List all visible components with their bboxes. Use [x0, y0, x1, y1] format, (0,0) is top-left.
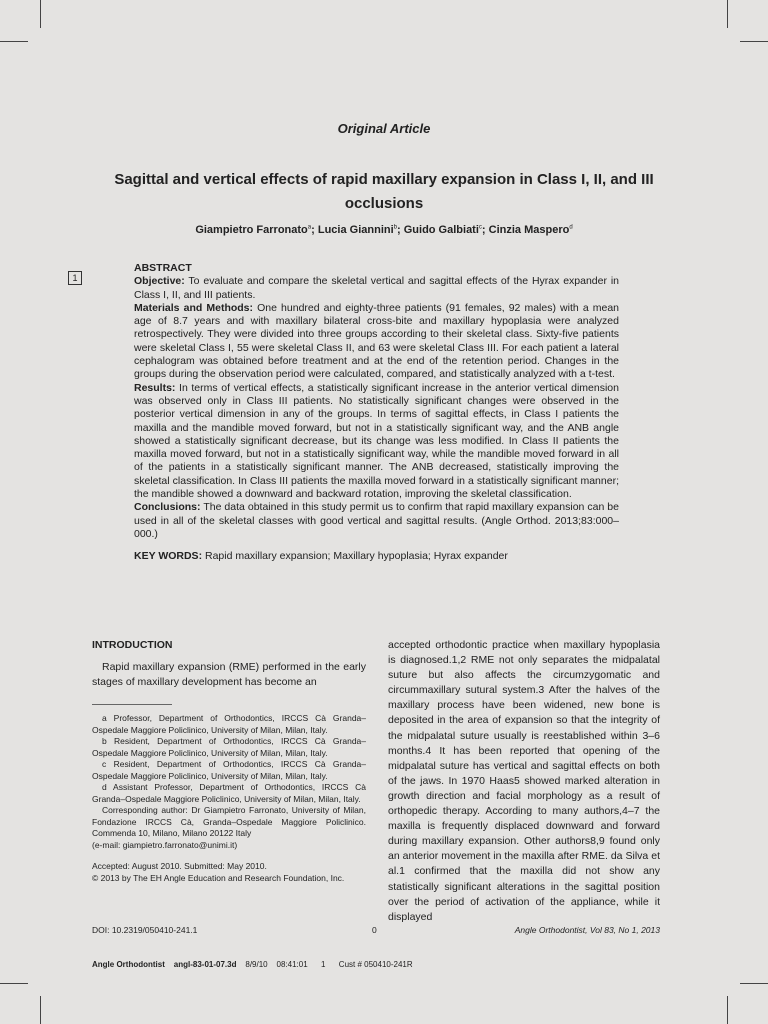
journal-citation: Angle Orthodontist, Vol 83, No 1, 2013	[514, 925, 660, 935]
crop-mark	[40, 0, 41, 28]
introduction-paragraph: Rapid maxillary expansion (RME) performed in the early stages of maxillary development has become an	[92, 661, 366, 688]
footnote-rule	[92, 704, 172, 705]
slug-date: 8/9/10	[245, 960, 268, 969]
section-label: Original Article	[337, 121, 431, 136]
abstract	[134, 262, 619, 564]
page-number: 0	[372, 925, 377, 935]
crop-mark	[0, 41, 28, 42]
keywords	[134, 550, 619, 563]
line-number-box: 1	[68, 271, 82, 285]
abstract-methods	[134, 302, 619, 382]
author-separator: ;	[481, 224, 489, 236]
slug-journal: Angle Orthodontist	[92, 960, 165, 969]
abstract-heading: ABSTRACT	[134, 262, 192, 274]
crop-mark	[727, 0, 728, 28]
results-label: Results:	[134, 381, 176, 394]
slug-page: 1	[321, 960, 326, 969]
author-separator: ;	[311, 224, 318, 236]
author-name: Lucia Giannini	[317, 224, 394, 236]
left-column	[92, 638, 366, 884]
corresponding-email: (e-mail: giampietro.farronato@unimi.it)	[92, 839, 238, 850]
author-affiliation-mark: b	[393, 224, 397, 231]
footnotes	[92, 713, 366, 884]
footnote-d: d Assistant Professor, Department of Orthodontics, IRCCS Cà Granda–Ospedale Maggiore Policlinico, University of Milan, Milan, Italy.	[92, 782, 366, 804]
accepted-date: Accepted: August 2010. Submitted: May 2010.	[92, 861, 267, 871]
footnote-c: c Resident, Department of Orthodontics, IRCCS Cà Granda–Ospedale Maggiore Policlinico, University of Milan, Milan, Italy.	[92, 759, 366, 781]
crop-mark	[40, 996, 41, 1024]
methods-label: Materials and Methods:	[134, 301, 254, 314]
right-column-text: accepted orthodontic practice when maxillary hypoplasia is diagnosed.1,2 RME not only separates the midpalatal suture but also affects the circumzygomatic and circummaxillary sutural system.3 After the halves of the maxillary process have been widened, new bone is deposited in the area of expansion so that the integrity of the midpalatal suture usually is reestablished within 3–6 months.4 It has been reported that opening of the midpalatal suture has vertical and sagittal effects on both of the jaws. In 1970 Haas5 showed marked alteration in growth direction and facial morphology as a result of orthopedic therapy. According to many authors,4–7 the maxilla is frequently displaced downward and forward during maxillary expansion. Other authors8,9 found only an anterior movement in the maxilla after RME. da Silva et al.1 confirmed that the maxilla did not show any statistically significant alterations in the sagittal position over the period of activation of the appliance, while it displayed	[388, 639, 660, 923]
author-affiliation-mark: d	[569, 224, 573, 231]
crop-mark	[727, 996, 728, 1024]
corresponding-author: Corresponding author: Dr Giampietro Farronato, University of Milan, Fondazione IRCCS Cà, Granda–Ospedale Maggiore Policlinico. Commenda 10, Milano, Milano 20122 Italy	[92, 805, 366, 838]
slug-file: angl-83-01-07.3d	[173, 960, 237, 969]
author-list	[0, 224, 768, 236]
author-affiliation-mark: c	[478, 224, 482, 231]
keywords-text: Rapid maxillary expansion; Maxillary hypoplasia; Hyrax expander	[202, 550, 508, 563]
abstract-conclusions	[134, 501, 619, 541]
conclusions-label: Conclusions:	[134, 501, 201, 514]
slug-time: 08:41:01	[276, 960, 308, 969]
conclusions-text: The data obtained in this study permit us to confirm that rapid maxillary expansion can be used in all of the skeletal classes with good vertical and sagittal results. (Angle Orthod. 2013;83:000–000.)	[134, 501, 619, 540]
footnote-b: b Resident, Department of Orthodontics, IRCCS Cà Granda–Ospedale Maggiore Policlinico, University of Milan, Milan, Italy.	[92, 736, 366, 758]
objective-label: Objective:	[134, 275, 185, 288]
author-name: Giampietro Farronato	[195, 224, 308, 236]
results-text: In terms of vertical effects, a statistically significant increase in the anterior vertical dimension was observed only in Class III patients. No statistically significant changes were observed in the posterior vertical dimension in any of the groups. In terms of sagittal effects, in Class I patients the maxilla and the mandible moved forward, but not in a statistically significant way, and the ANB angle showed a statistically significant decrease, but its change was less modified. In Class II patients the maxilla moved forward, but not in a statistically significant way, while the mandible moved forward in all of the patients in a statistically significant manner. The ANB decreased, statistically improving the skeletal classification. In Class III patients the maxilla moved forward in a statistically significant manner; the mandible showed a downward and backward rotation, improving the skeletal classification.	[134, 381, 619, 501]
objective-text: To evaluate and compare the skeletal vertical and sagittal effects of the Hyrax expander in Class I, II, and III patients.	[134, 275, 619, 301]
doi: DOI: 10.2319/050410-241.1	[92, 925, 198, 935]
methods-text: One hundred and eighty-three patients (91 females, 92 males) with a mean age of 8.7 years and with maxillary bilateral cross-bite and maxillary hypoplasia were analyzed retrospectively. They were divided into three groups according to their skeletal class. Sixty-five patients were skeletal Class I, 55 were skeletal Class II, and 63 were skeletal Class III. For each patient a lateral cephalogram was obtained before treatment and at the end of the retention period. Changes in the groups during the observation period were calculated, compared, and statistically analyzed with a t-test.	[134, 301, 620, 381]
keywords-label: KEY WORDS:	[134, 550, 203, 563]
introduction-heading: INTRODUCTION	[92, 639, 173, 651]
crop-mark	[0, 983, 28, 984]
author-name: Cinzia Maspero	[488, 224, 570, 236]
slug-cust: Cust # 050410-241R	[338, 960, 413, 969]
crop-mark	[740, 41, 768, 42]
copyright: © 2013 by The EH Angle Education and Research Foundation, Inc.	[92, 872, 345, 883]
abstract-objective	[134, 275, 619, 302]
author-name: Guido Galbiati	[403, 224, 479, 236]
print-slug	[92, 960, 413, 969]
footnote-a: a Professor, Department of Orthodontics, IRCCS Cà Granda–Ospedale Maggiore Policlinico, University of Milan, Milan, Italy.	[92, 713, 366, 735]
crop-mark	[740, 983, 768, 984]
abstract-results	[134, 382, 619, 502]
article-title: Sagittal and vertical effects of rapid maxillary expansion in Class I, II, and III occlusions	[114, 171, 654, 212]
author-separator: ;	[397, 224, 404, 236]
author-affiliation-mark: a	[307, 224, 312, 231]
